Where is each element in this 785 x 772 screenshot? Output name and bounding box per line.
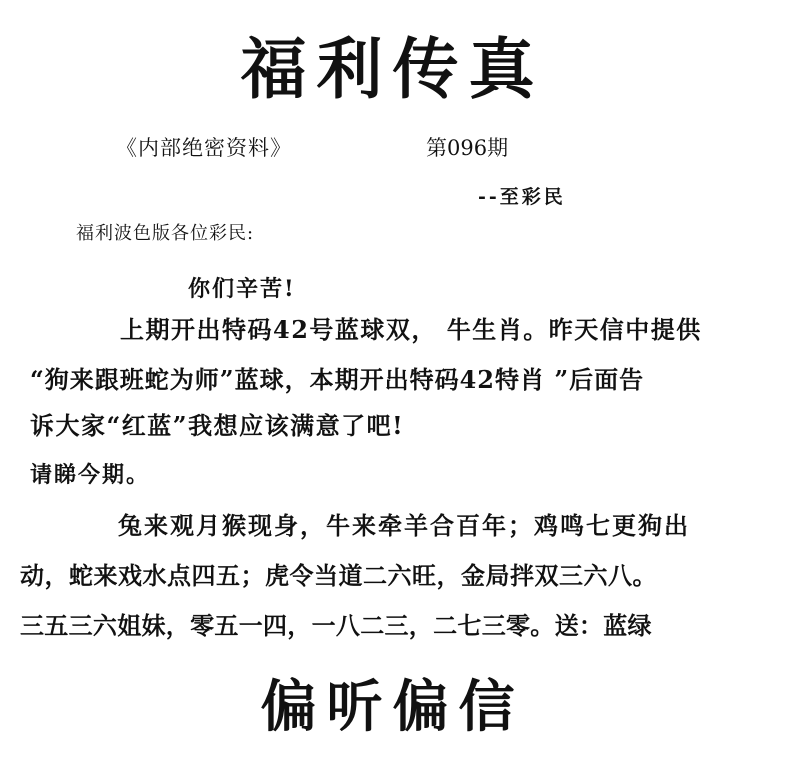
paragraph-3-line-1: 兔来观月猴现身，牛来牵羊合百年；鸡鸣七更狗出 [118, 511, 690, 540]
paragraph-3-line-3: 三五三六姐妹，零五一四，一八二三，二七三零。送：蓝绿 [20, 611, 652, 640]
sender-line: --至彩民 [478, 186, 566, 208]
paragraph-1-line-3: 诉大家“红蓝”我想应该满意了吧! [30, 411, 405, 440]
document-subtitle: 《内部绝密资料》 [116, 136, 292, 160]
footer-slogan: 偏听偏信 [260, 674, 525, 740]
paragraph-3-line-2: 动，蛇来戏水点四五；虎令当道二六旺，金局拌双三六八。 [20, 561, 657, 590]
document-title: 福利传真 [240, 30, 545, 108]
paragraph-1-line-2: “狗来跟班蛇为师”蓝球，本期开出特码42特肖 ”后面告 [30, 365, 645, 394]
paragraph-2: 请睇今期。 [30, 462, 151, 488]
greeting-line: 福利波色版各位彩民: [76, 223, 255, 244]
paragraph-1-line-1: 上期开出特码42号蓝球双， 牛生肖。昨天信中提供 [120, 315, 702, 344]
issue-number: 第096期 [426, 136, 509, 160]
thanks-line: 你们辛苦! [188, 276, 296, 302]
